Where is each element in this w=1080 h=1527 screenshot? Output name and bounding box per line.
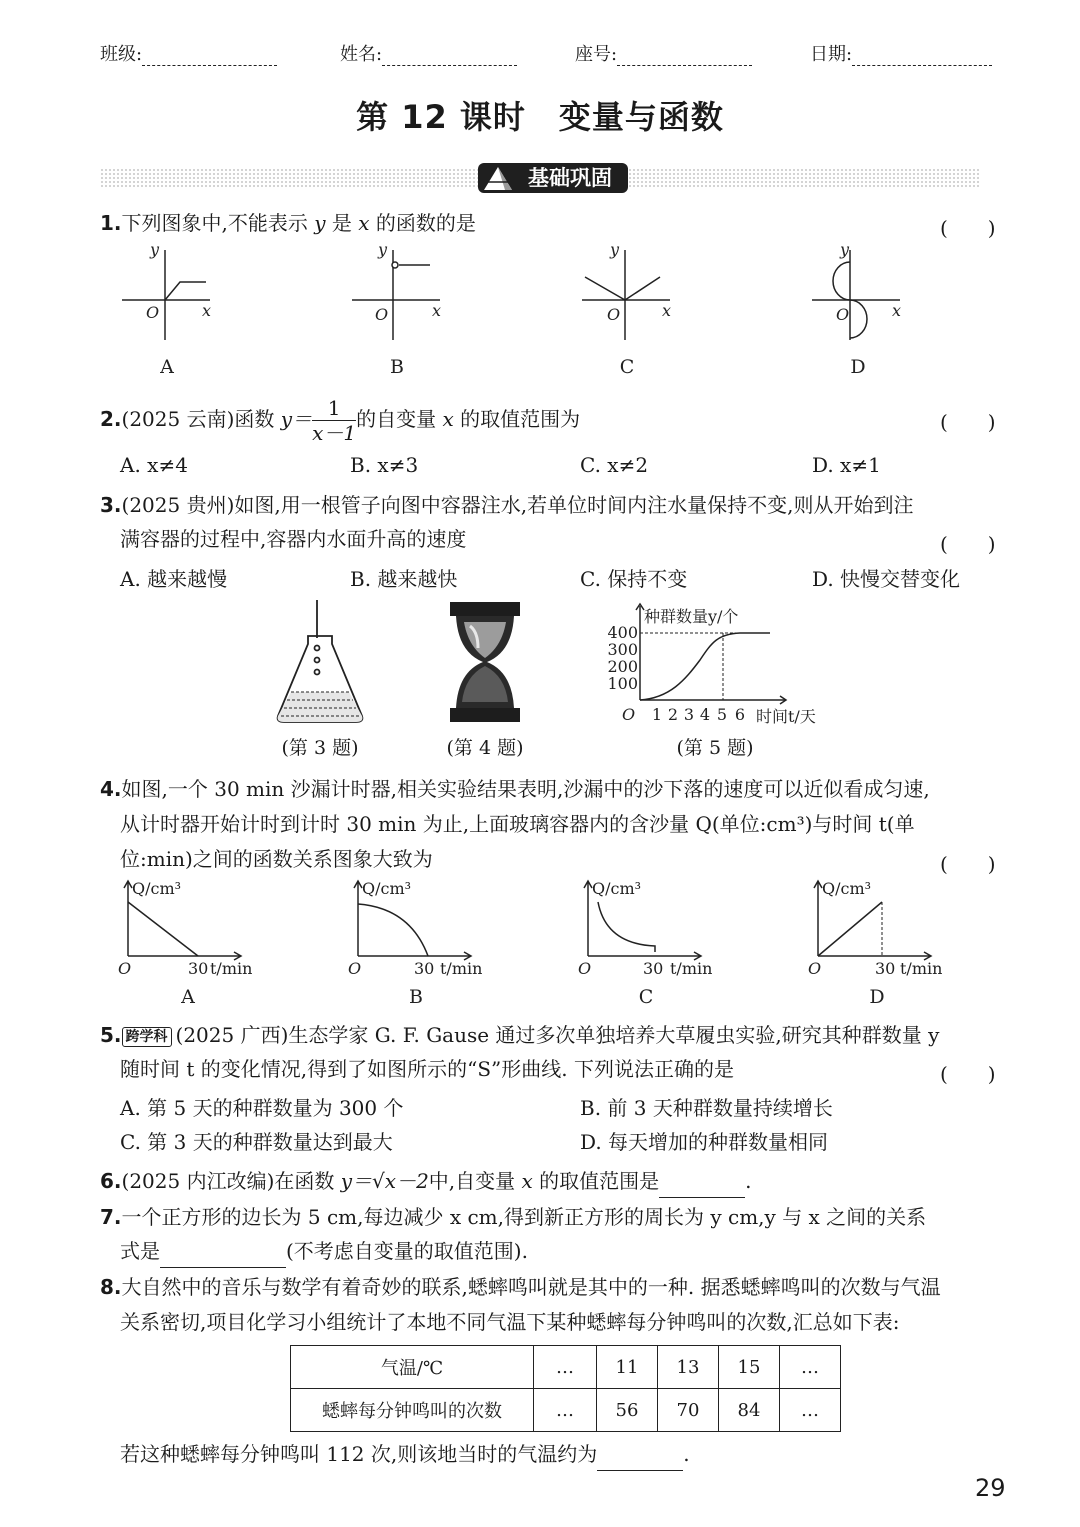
table-cell: 气温/℃ — [291, 1346, 534, 1389]
origin-label: O — [375, 305, 389, 324]
origin-label: O — [607, 305, 621, 324]
chart-xtick: 2 — [667, 705, 679, 724]
axis-x-label: x — [892, 301, 902, 320]
q4-option-a: A — [181, 986, 195, 1008]
question-8-line-1: 8.大自然中的音乐与数学有着奇妙的联系,蟋蟀鸣叫就是其中的一种. 据悉蟋蟀鸣叫的次数与气温 — [100, 1275, 941, 1299]
q1-option-b: B — [390, 356, 404, 378]
q1-graphs — [110, 240, 990, 380]
chart-origin: O — [622, 705, 636, 724]
question-8-final: 若这种蟋蟀每分钟鸣叫 112 次,则该地当时的气温约为 . — [120, 1437, 690, 1471]
question-7-line-1: 7.一个正方形的边长为 5 cm,每边减少 x cm,得到新正方形的周长为 y cm,y 与 x 之间的关系 — [100, 1205, 927, 1229]
fraction: $\frac{1}{x-1}$ — [312, 396, 357, 445]
q5-option-b[interactable]: B. 前 3 天种群数量持续增长 — [580, 1096, 833, 1120]
question-4-line-2: 从计时器开始计时到计时 30 min 为止,上面玻璃容器内的含沙量 Q(单位:cm³)与时间 t(单 — [120, 812, 915, 836]
q4-graphs — [110, 876, 990, 1010]
origin-label: O — [146, 303, 160, 322]
interdisciplinary-tag: 跨学科 — [122, 1027, 172, 1047]
q4-option-c: C — [638, 986, 654, 1008]
question-1: 1.下列图象中,不能表示 y 是 x 的函数的是 — [100, 211, 476, 235]
class-field: 班级: — [100, 40, 277, 66]
answer-paren-2[interactable]: ( ) — [940, 410, 996, 434]
table-cell: 84 — [719, 1389, 780, 1432]
axis-y-label: Q/cm³ — [592, 879, 642, 898]
q3-option-b[interactable]: B. 越来越快 — [350, 567, 458, 591]
q4-option-d: D — [869, 986, 885, 1008]
date-field: 日期: — [810, 40, 992, 66]
table-cell: … — [534, 1389, 597, 1432]
q5-option-c[interactable]: C. 第 3 天的种群数量达到最大 — [120, 1130, 393, 1154]
q5-option-a[interactable]: A. 第 5 天的种群数量为 300 个 — [120, 1096, 404, 1120]
axis-tick: 30 — [643, 959, 664, 978]
q4-option-b: B — [409, 986, 423, 1008]
answer-paren-1[interactable]: ( ) — [940, 216, 996, 240]
q3-option-d[interactable]: D. 快慢交替变化 — [812, 567, 961, 591]
axis-x-label: t/min — [900, 959, 943, 978]
table-cell: 11 — [597, 1346, 658, 1389]
axis-tick: 30 — [414, 959, 435, 978]
answer-paren-4[interactable]: ( ) — [940, 852, 996, 876]
answer-blank-6[interactable] — [659, 1175, 745, 1198]
question-6: 6.(2025 内江改编)在函数 y＝√x－2中,自变量 x 的取值范围是 . — [100, 1164, 752, 1198]
origin-label: O — [808, 959, 822, 978]
hourglass-figure — [450, 602, 520, 722]
q2-option-d[interactable]: D. x≠1 — [812, 453, 881, 477]
table-cell: 70 — [658, 1389, 719, 1432]
q2-option-a[interactable]: A. x≠4 — [120, 453, 188, 477]
table-cell: 56 — [597, 1389, 658, 1432]
chart-ytick: 300 — [607, 640, 638, 659]
axis-y-label: Q/cm³ — [822, 879, 872, 898]
axis-tick: 30 — [875, 959, 896, 978]
table-cell: 蟋蟀每分钟鸣叫的次数 — [291, 1389, 534, 1432]
axis-y-label: y — [378, 240, 388, 259]
question-5-line-1: 5. 跨学科 (2025 广西)生态学家 G. F. Gause 通过多次单独培养大草履虫实验,研究其种群数量 y — [100, 1023, 940, 1047]
q2-option-c[interactable]: C. x≠2 — [580, 453, 649, 477]
origin-label: O — [836, 305, 850, 324]
question-2: 2.(2025 云南)函数 y＝ $\frac{1}{x-1}$ 的自变量 x 的取值范围为 — [100, 396, 581, 445]
table-cell: 13 — [658, 1346, 719, 1389]
chart-x-label: 时间t/天 — [756, 707, 816, 725]
origin-label: O — [118, 959, 132, 978]
question-3-line-1: 3.(2025 贵州)如图,用一根管子向图中容器注水,若单位时间内注水量保持不变,则从开始到注 — [100, 493, 914, 517]
question-5-line-2: 随时间 t 的变化情况,得到了如图所示的“S”形曲线. 下列说法正确的是 — [120, 1057, 734, 1081]
page-number: 29 — [975, 1474, 1006, 1502]
origin-label: O — [348, 959, 362, 978]
question-4-line-3: 位:min)之间的函数关系图象大致为 — [120, 847, 433, 871]
axis-x-label: x — [432, 301, 442, 320]
question-4-line-1: 4.如图,一个 30 min 沙漏计时器,相关实验结果表明,沙漏中的沙下落的速度可以近似看成匀速, — [100, 777, 930, 801]
q1-option-a: A — [160, 356, 174, 378]
question-7-line-2: 式是 (不考虑自变量的取值范围). — [120, 1234, 528, 1268]
population-chart — [600, 600, 840, 725]
axis-x-label: x — [662, 301, 672, 320]
q5-option-d[interactable]: D. 每天增加的种群数量相同 — [580, 1130, 829, 1154]
axis-y-label: Q/cm³ — [132, 879, 182, 898]
chart-xtick: 5 — [716, 705, 728, 724]
table-cell: 15 — [719, 1346, 780, 1389]
chart-y-label: 种群数量y/个 — [644, 607, 739, 626]
chart-ytick: 400 — [607, 623, 638, 642]
q1-option-c: C — [619, 356, 635, 378]
question-3-line-2: 满容器的过程中,容器内水面升高的速度 — [120, 527, 467, 551]
chart-xtick: 4 — [699, 705, 711, 724]
answer-paren-3[interactable]: ( ) — [940, 532, 996, 556]
axis-x-label: x — [202, 301, 212, 320]
table-cell: … — [534, 1346, 597, 1389]
seat-field: 座号: — [575, 40, 752, 66]
axis-y-label: y — [840, 240, 850, 259]
data-table — [290, 1345, 841, 1432]
axis-x-label: t/min — [440, 959, 483, 978]
answer-blank-7[interactable] — [160, 1245, 286, 1268]
answer-paren-5[interactable]: ( ) — [940, 1062, 996, 1086]
q3-option-a[interactable]: A. 越来越慢 — [120, 567, 228, 591]
chart-xtick: 3 — [683, 705, 695, 724]
axis-y-label: Q/cm³ — [362, 879, 412, 898]
table-row — [291, 1389, 841, 1432]
q3-option-c[interactable]: C. 保持不变 — [580, 567, 688, 591]
axis-tick: 30 — [188, 959, 209, 978]
chart-xtick: 1 — [651, 705, 663, 724]
name-field: 姓名: — [340, 40, 517, 66]
axis-y-label: y — [150, 240, 160, 259]
section-label: 基础巩固 — [528, 166, 612, 190]
table-cell: … — [780, 1346, 841, 1389]
q2-option-b[interactable]: B. x≠3 — [350, 453, 419, 477]
axis-y-label: y — [610, 240, 620, 259]
caption-q5: (第 5 题) — [676, 737, 754, 759]
origin-label: O — [578, 959, 592, 978]
axis-x-label: t/min — [670, 959, 713, 978]
page-title: 第 12 课时 变量与函数 — [356, 98, 724, 136]
question-8-line-2: 关系密切,项目化学习小组统计了本地不同气温下某种蟋蟀每分钟鸣叫的次数,汇总如下表: — [120, 1310, 900, 1334]
q1-option-d: D — [850, 356, 866, 378]
table-row — [291, 1346, 841, 1389]
caption-q4: (第 4 题) — [446, 737, 524, 759]
caption-q3: (第 3 题) — [281, 737, 359, 759]
chart-ytick: 200 — [607, 657, 638, 676]
flask-figure — [270, 598, 370, 726]
section-banner — [100, 160, 980, 196]
chart-xtick: 6 — [734, 705, 746, 724]
chart-ytick: 100 — [607, 674, 638, 693]
answer-blank-8[interactable] — [597, 1448, 683, 1471]
table-cell: … — [780, 1389, 841, 1432]
axis-x-label: t/min — [210, 959, 253, 978]
